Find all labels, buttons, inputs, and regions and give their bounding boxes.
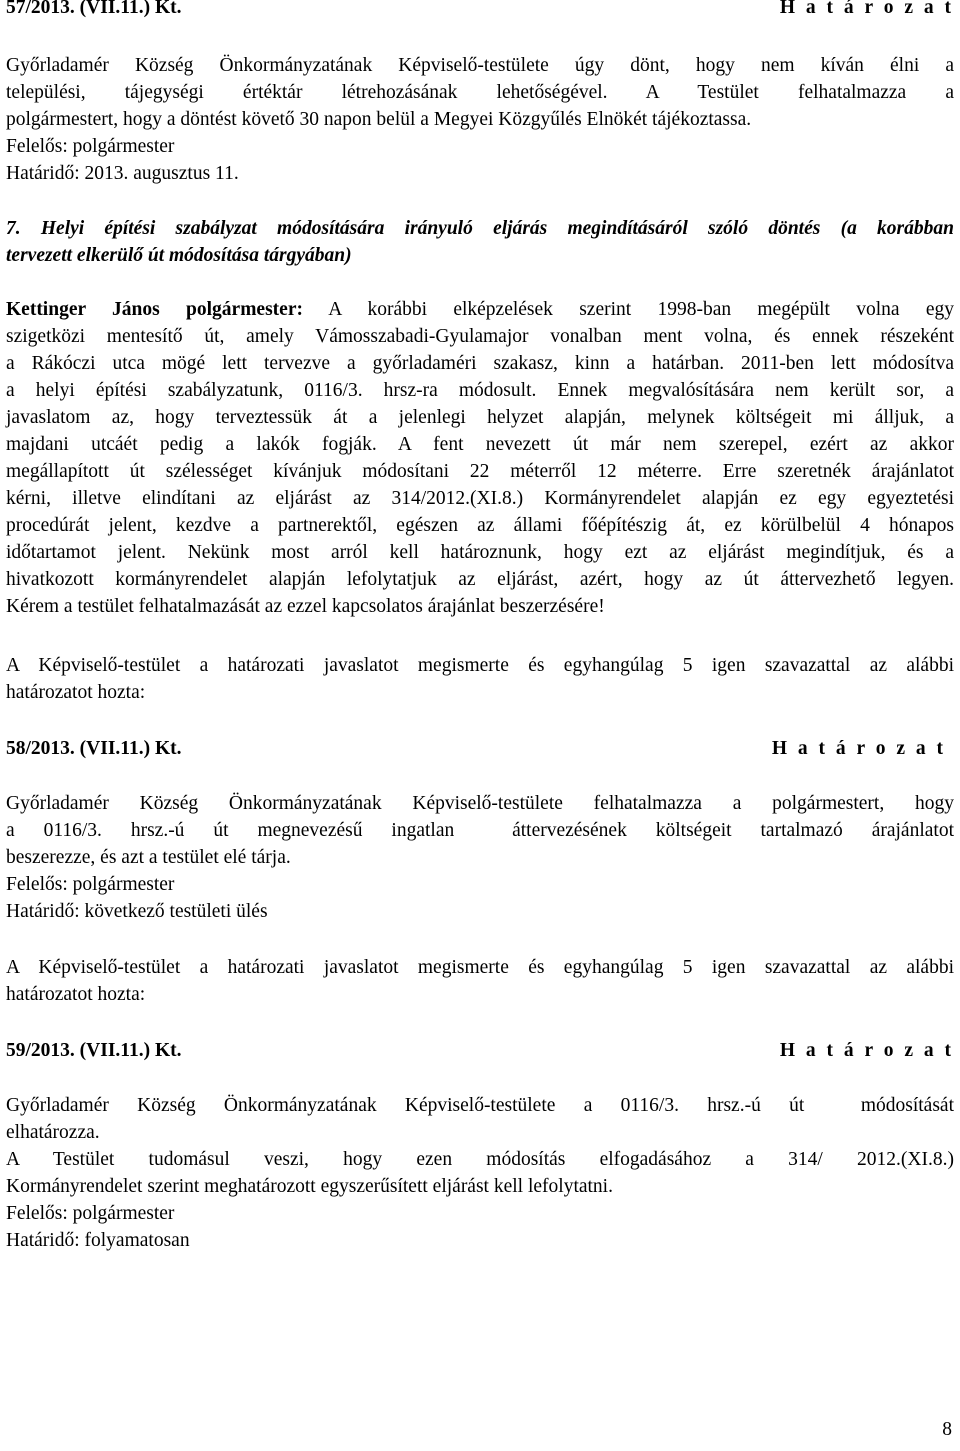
speech-line: javaslatom az, hogy terveztessük át a jelenlegi helyzet alapján, melynek költségeit mi álljuk, a bbox=[6, 407, 954, 428]
responsible: Felelős: polgármester bbox=[6, 136, 175, 157]
resolution-58 bbox=[6, 735, 954, 762]
speech-line: procedúrát jelent, kezdve a partnerektől, egészen az állami főépítészig át, ez körülbelül 4 hónapos bbox=[6, 515, 954, 536]
vote-statement-1 bbox=[6, 652, 954, 706]
resolution-text-line: A Testület tudomásul veszi, hogy ezen módosítás elfogadásához a 314/ 2012.(XI.8.) bbox=[6, 1149, 954, 1170]
resolution-57-header bbox=[6, 0, 954, 21]
resolution-59 bbox=[6, 1037, 954, 1064]
resolution-text-line: elhatározza. bbox=[6, 1122, 100, 1143]
resolution-number: 59/2013. (VII.11.) Kt. bbox=[6, 1040, 182, 1061]
page-number: 8 bbox=[942, 1419, 952, 1440]
resolution-text-line: a 0116/3. hrsz.-ú út megnevezésű ingatlan áttervezésének költségeit tartalmazó árajánlatot bbox=[6, 820, 954, 841]
speech-line: kérni, illetve elindítani az eljárást az 314/2012.(XI.8.) Kormányrendelet alapján ez egy egyeztetési bbox=[6, 488, 954, 509]
resolution-text-line: települési, tájegységi értéktár létrehozásának lehetőségével. A Testület felhatalmazza a bbox=[6, 82, 954, 103]
speech-line: időtartamot jelent. Nekünk most arról kell határoznunk, hogy ezt az eljárást megindítjuk, és a bbox=[6, 542, 954, 563]
deadline: Határidő: folyamatosan bbox=[6, 1230, 190, 1251]
resolution-text-line: Győrladamér Község Önkormányzatának Képviselő-testülete úgy dönt, hogy nem kíván élni a bbox=[6, 55, 954, 76]
responsible: Felelős: polgármester bbox=[6, 1203, 175, 1224]
vote-line: határozatot hozta: bbox=[6, 682, 146, 703]
vote-line: A Képviselő-testület a határozati javaslatot megismerte és egyhangúlag 5 igen szavazattal az alábbi bbox=[6, 655, 954, 676]
speech-line: majdani utcáét pedig a lakók fogják. A fent nevezett út már nem szerepel, ezért az akkor bbox=[6, 434, 954, 455]
resolution-58-body bbox=[6, 790, 954, 925]
resolution-text-line: polgármestert, hogy a döntést követő 30 napon belül a Megyei Közgyűlés Elnökét tájékoztassa. bbox=[6, 109, 752, 130]
speech-line: hivatkozott kormányrendelet alapján lefolytatjuk az eljárást, azért, hogy az út áttervezhető legyen. bbox=[6, 569, 954, 590]
vote-line: A Képviselő-testület a határozati javaslatot megismerte és egyhangúlag 5 igen szavazattal az alábbi bbox=[6, 957, 954, 978]
resolution-57 bbox=[6, 0, 954, 21]
resolution-58-header bbox=[6, 735, 954, 762]
resolution-heading: H a t á r o z a t bbox=[779, 1040, 954, 1061]
resolution-text-line: Győrladamér Község Önkormányzatának Képviselő-testülete felhatalmazza a polgármestert, hogy bbox=[6, 793, 954, 814]
resolution-text-line: Győrladamér Község Önkormányzatának Képviselő-testülete a 0116/3. hrsz.-ú út módosítását bbox=[6, 1095, 954, 1116]
resolution-59-body bbox=[6, 1092, 954, 1254]
responsible: Felelős: polgármester bbox=[6, 874, 175, 895]
vote-line: határozatot hozta: bbox=[6, 984, 146, 1005]
deadline: Határidő: következő testületi ülés bbox=[6, 901, 268, 922]
resolution-59-header bbox=[6, 1037, 954, 1064]
speech-text: A korábbi elképzelések szerint 1998-ban megépült volna egy bbox=[302, 299, 954, 320]
speech-first-line bbox=[6, 296, 954, 323]
resolution-text-line: Kormányrendelet szerint meghatározott egyszerűsített eljárást kell lefolytatni. bbox=[6, 1176, 613, 1197]
resolution-heading: H a t á r o z a t bbox=[779, 0, 954, 18]
deadline: Határidő: 2013. augusztus 11. bbox=[6, 163, 239, 184]
resolution-heading: H a t á r o z a t bbox=[771, 738, 946, 759]
speech-line: Kérem a testület felhatalmazását az ezzel kapcsolatos árajánlat beszerzésére! bbox=[6, 596, 605, 617]
agenda-title-line: tervezett elkerülő út módosítása tárgyában) bbox=[6, 245, 352, 266]
resolution-57-body bbox=[6, 52, 954, 187]
speech-line: megállapított út szélességet kívánjuk módosítani 22 méterről 12 méterre. Erre szeretnék árajánlatot bbox=[6, 461, 954, 482]
mayor-speech bbox=[6, 296, 954, 620]
resolution-number: 57/2013. (VII.11.) Kt. bbox=[6, 0, 182, 18]
agenda-title-line: 7. Helyi építési szabályzat módosítására irányuló eljárás megindításáról szóló döntés (a korábban bbox=[6, 218, 954, 239]
speech-line: a Rákóczi utca mögé lett tervezve a győrladaméri szakasz, kinn a határban. 2011-ben lett módosítva bbox=[6, 353, 954, 374]
speaker-name: Kettinger János polgármester: bbox=[6, 299, 303, 320]
speech-line: szigetközi mentesítő út, amely Vámosszabadi-Gyulamajor vonalban ment volna, és ennek részeként bbox=[6, 326, 954, 347]
resolution-text-line: beszerezze, és azt a testület elé tárja. bbox=[6, 847, 291, 868]
agenda-item-7 bbox=[6, 215, 954, 269]
resolution-number: 58/2013. (VII.11.) Kt. bbox=[6, 738, 182, 759]
vote-statement-2 bbox=[6, 954, 954, 1008]
speech-line: a helyi építési szabályzatunk, 0116/3. hrsz-ra módosult. Ennek megvalósítására nem került sor, a bbox=[6, 380, 954, 401]
